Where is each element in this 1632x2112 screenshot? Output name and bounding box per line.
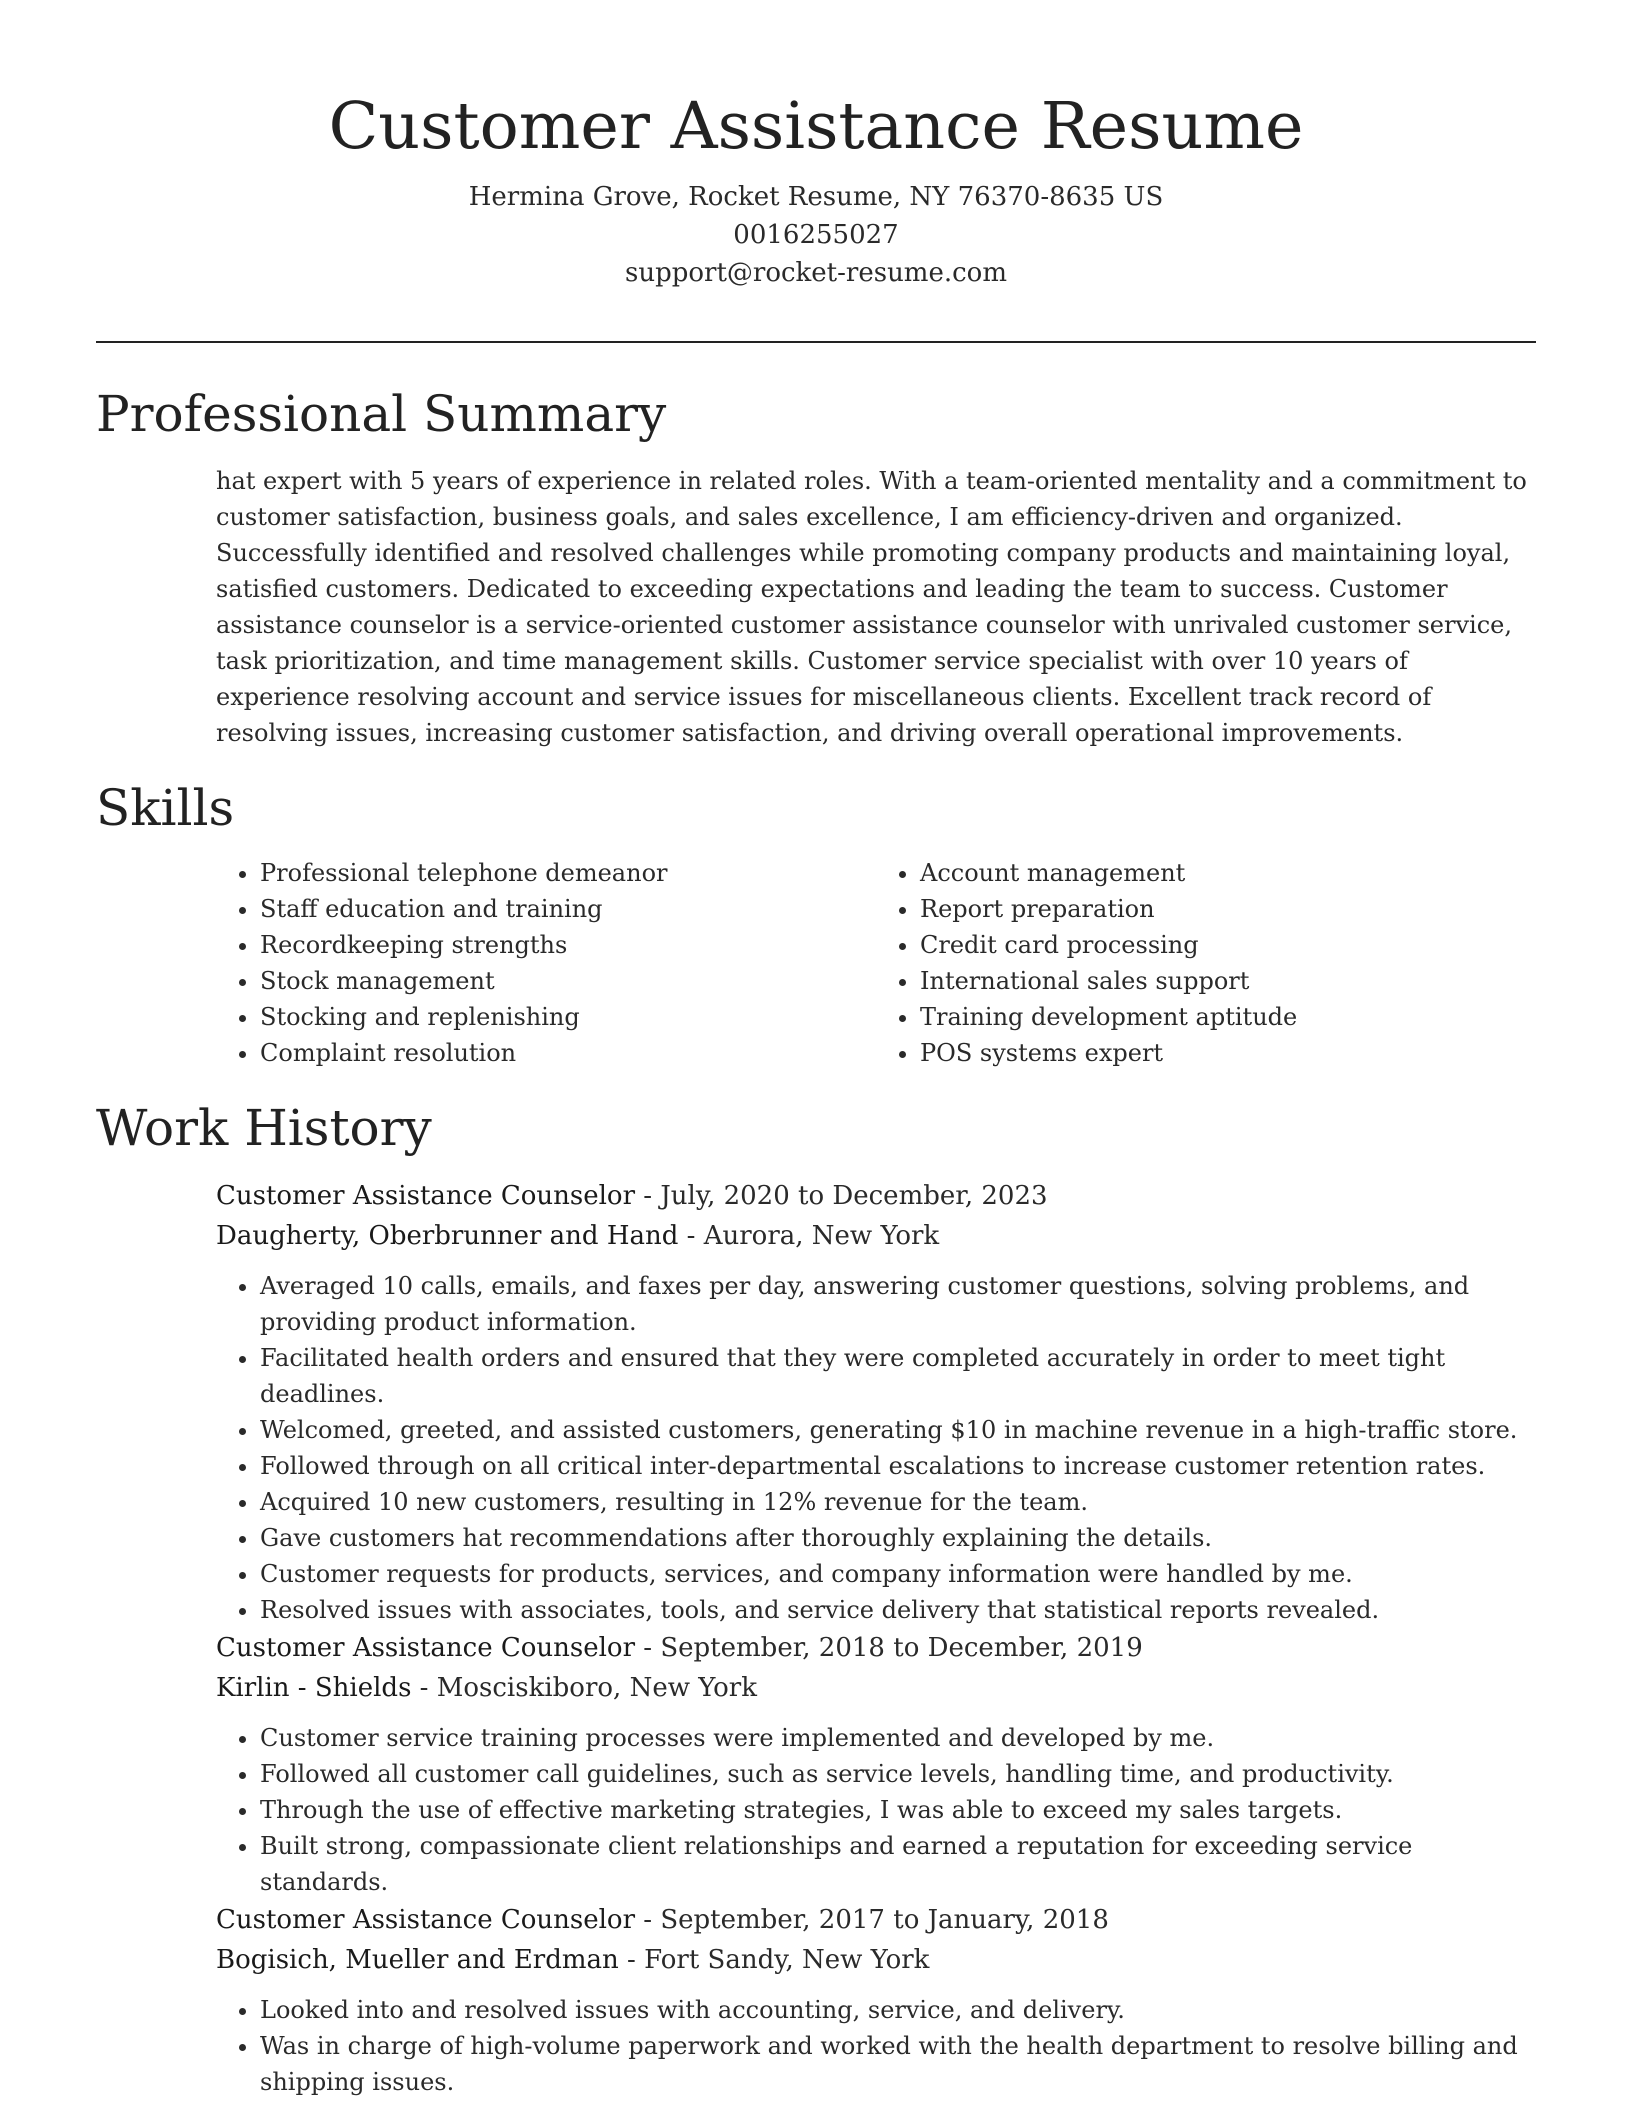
skill-item: • International sales support	[920, 963, 1536, 999]
job-bullet: • Acquired 10 new customers, resulting in 12% revenue for the team.	[260, 1484, 1541, 1520]
job-bullet: • Built strong, compassionate client relationships and earned a reputation for exceeding service standards.	[260, 1828, 1541, 1900]
job-location: Aurora, New York	[703, 1221, 940, 1251]
job-bullet: • Averaged 10 calls, emails, and faxes per day, answering customer questions, solving problems, and providing product information.	[260, 1268, 1541, 1340]
job-bullet: • Gave customers hat recommendations after thoroughly explaining the details.	[260, 1520, 1541, 1556]
job-title-line	[216, 1628, 1541, 1668]
job-location: Mosciskiboro, New York	[436, 1673, 757, 1703]
job-company-line	[216, 1668, 1541, 1708]
header-divider	[96, 341, 1536, 343]
resume-header	[96, 82, 1536, 292]
job-role: Customer Assistance Counselor	[216, 1905, 636, 1935]
job-bullet: • Followed all customer call guidelines, such as service levels, handling time, and productivity.	[260, 1756, 1541, 1792]
job-entry	[216, 1628, 1541, 1900]
job-dates: July, 2020 to December, 2023	[660, 1181, 1048, 1211]
skill-item: • Stocking and replenishing	[260, 999, 876, 1035]
job-entry	[216, 1900, 1541, 2100]
skill-item: • Professional telephone demeanor	[260, 855, 876, 891]
job-bullet: • Welcomed, greeted, and assisted customers, generating $10 in machine revenue in a high-traffic store.	[260, 1412, 1541, 1448]
job-bullet: • Resolved issues with associates, tools, and service delivery that statistical reports revealed.	[260, 1592, 1541, 1628]
job-bullet: • Looked into and resolved issues with accounting, service, and delivery.	[260, 1992, 1541, 2028]
job-company: Daugherty, Oberbrunner and Hand	[216, 1221, 679, 1251]
work-history-heading: Work History	[96, 1099, 432, 1157]
job-dates: September, 2017 to January, 2018	[660, 1905, 1109, 1935]
skill-item: • POS systems expert	[920, 1035, 1536, 1071]
summary-text: hat expert with 5 years of experience in related roles. With a team-oriented mentality and a commitment to customer satisfaction, business goals, and sales excellence, I am efficiency-driven and organized. Successfully identified and resolved challenges while promoting company products and maintaining loyal, satisfied customers. Dedicated to exceeding expectations and leading the team to success. Customer assistance counselor is a service-oriented customer assistance counselor with unrivaled customer service, task prioritization, and time management skills. Customer service specialist with over 10 years of experience resolving account and service issues for miscellaneous clients. Excellent track record of resolving issues, increasing customer satisfaction, and driving overall operational improvements.	[216, 467, 1527, 747]
skills-column-right	[876, 855, 1536, 1071]
contact-email: support@rocket-resume.com	[624, 258, 1007, 288]
job-bullets	[216, 1720, 1541, 1900]
contact-block	[96, 178, 1536, 292]
skills-heading: Skills	[96, 779, 235, 837]
job-dates: September, 2018 to December, 2019	[660, 1633, 1143, 1663]
job-company: Bogisich, Mueller and Erdman	[216, 1945, 619, 1975]
job-role: Customer Assistance Counselor	[216, 1181, 636, 1211]
job-bullet: • Facilitated health orders and ensured that they were completed accurately in order to meet tight deadlines.	[260, 1340, 1541, 1412]
separator: -	[411, 1673, 437, 1703]
separator: -	[678, 1221, 704, 1251]
skill-item: • Recordkeeping strengths	[260, 927, 876, 963]
job-location: Fort Sandy, New York	[644, 1945, 930, 1975]
job-bullets	[216, 1268, 1541, 1628]
job-title-line	[216, 1176, 1541, 1216]
job-role: Customer Assistance Counselor	[216, 1633, 636, 1663]
job-bullet: • Customer requests for products, services, and company information were handled by me.	[260, 1556, 1541, 1592]
separator: -	[618, 1945, 645, 1975]
skill-item: • Staff education and training	[260, 891, 876, 927]
skill-item: • Stock management	[260, 963, 876, 999]
summary-heading: Professional Summary	[96, 385, 667, 443]
job-bullet: • Was in charge of high-volume paperwork and worked with the health department to resolve billing and shipping issues.	[260, 2028, 1541, 2100]
skill-item: • Training development aptitude	[920, 999, 1536, 1035]
skills-column-left	[216, 855, 876, 1071]
job-bullet: • Customer service training processes were implemented and developed by me.	[260, 1720, 1541, 1756]
job-bullet: • Followed through on all critical inter-departmental escalations to increase customer retention rates.	[260, 1448, 1541, 1484]
skills-list	[216, 855, 1536, 1071]
job-bullet: • Through the use of effective marketing strategies, I was able to exceed my sales targets.	[260, 1792, 1541, 1828]
job-company-line	[216, 1940, 1541, 1980]
job-entry	[216, 1176, 1541, 1628]
job-company: Kirlin - Shields	[216, 1673, 412, 1703]
contact-phone: 0016255027	[733, 220, 899, 250]
separator: -	[635, 1633, 661, 1663]
separator: -	[635, 1181, 661, 1211]
skill-item: • Complaint resolution	[260, 1035, 876, 1071]
contact-address: Hermina Grove, Rocket Resume, NY 76370-8635 US	[468, 182, 1164, 212]
resume-title: Customer Assistance Resume	[328, 89, 1304, 164]
skill-item: • Credit card processing	[920, 927, 1536, 963]
separator: -	[635, 1905, 661, 1935]
job-company-line	[216, 1216, 1541, 1256]
job-title-line	[216, 1900, 1541, 1940]
skill-item: • Account management	[920, 855, 1536, 891]
job-bullets	[216, 1992, 1541, 2100]
skill-item: • Report preparation	[920, 891, 1536, 927]
